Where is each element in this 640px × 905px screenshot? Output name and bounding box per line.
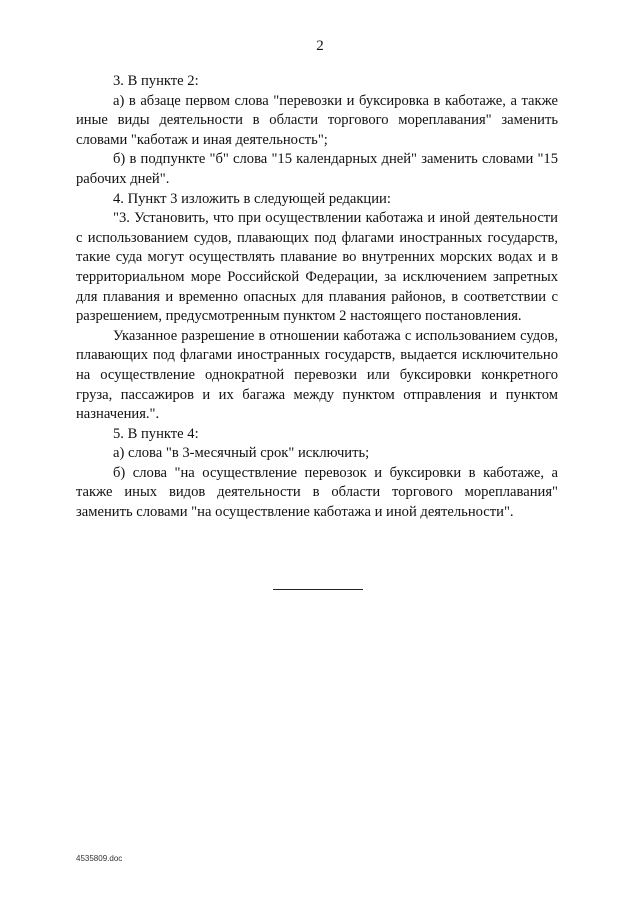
item-4-quoted-paragraph-2: Указанное разрешение в отношении каботажа с использованием судов, плавающих под флагами иностранных государств, выдается исключительно на осуществление однократной перевозки или буксировки конкретного груза, пассажиров и их багажа между пунктом отправления и пунктом назначения.". bbox=[76, 327, 558, 423]
item-3-heading: 3. В пункте 2: bbox=[113, 73, 199, 89]
item-3-subitem-b: б) в подпункте "б" слова "15 календарных дней" заменить словами "15 рабочих дней". bbox=[76, 151, 558, 187]
document-body bbox=[76, 72, 558, 523]
item-5-subitem-b: б) слова "на осуществление перевозок и буксировки в каботаже, а также иных видов деятельности в области торгового мореплавания" заменить словами "на осуществление каботажа и иной деятельности". bbox=[76, 464, 558, 521]
item-5-heading: 5. В пункте 4: bbox=[113, 425, 199, 442]
item-4-heading: 4. Пункт 3 изложить в следующей редакции: bbox=[113, 190, 391, 207]
item-3-subitem-a: а) в абзаце первом слова "перевозки и буксировка в каботаже, а также иные виды деятельности в области торгового мореплавания" заменить словами "каботаж и иная деятельность"; bbox=[76, 92, 558, 148]
page-number: 2 bbox=[316, 38, 324, 54]
end-divider-line bbox=[273, 589, 363, 590]
item-4-quoted-paragraph-1: "3. Установить, что при осуществлении каботажа и иной деятельности с использованием судов, плавающих под флагами иностранных государств, такие суда могут осуществлять плавание во внутренних морских водах и в территориальном море Российской Федерации, за исключением запретных для плавания и временно опасных для плавания районов, в соответствии с разрешением, предусмотренным пунктом 2 настоящего постановления. bbox=[76, 210, 558, 325]
item-5-subitem-a: а) слова "в 3-месячный срок" исключить; bbox=[113, 445, 370, 462]
document-file-reference: 4535809.doc bbox=[76, 854, 123, 863]
